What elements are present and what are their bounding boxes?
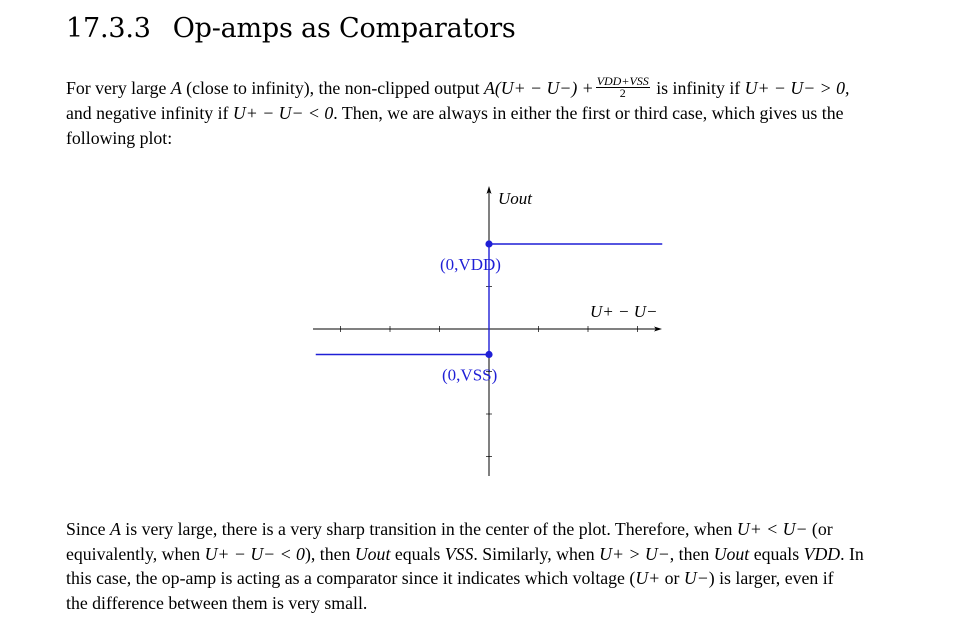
paragraph-line: the difference between them is very small. (66, 592, 368, 613)
text-run: For very large (66, 78, 171, 98)
math-expression: U+ − U− < 0 (232, 103, 334, 124)
text-run: . Then, we are always in either the first or third case, which gives us the (333, 103, 844, 124)
text-run: ) is larger, even if (708, 568, 834, 589)
x-axis-label: U+ − U− (590, 302, 658, 321)
text-run: . Similarly, when (473, 543, 600, 564)
math-var: A (109, 519, 121, 539)
math-var: VSS (444, 543, 474, 564)
data-point (485, 240, 492, 247)
conclusion-paragraph (66, 517, 916, 615)
text-run: equals (749, 543, 804, 564)
paragraph-line (66, 542, 916, 567)
math-expression: U+ − U− < 0 (204, 543, 305, 564)
math-expression: A(U+ − U−) + (483, 78, 594, 98)
data-point (485, 351, 492, 358)
paragraph-line (66, 517, 916, 542)
math-var: Uout (354, 543, 391, 564)
text-run: is very large, there is a very sharp transition in the center of the plot. Therefore, when (120, 519, 737, 539)
text-run: (close to infinity), the non-clipped output (181, 78, 484, 98)
text-run: this case, the op-amp is acting as a comparator since it indicates which voltage ( (66, 568, 636, 589)
section-title: Op-amps as Comparators (172, 13, 516, 44)
math-var: Uout (713, 543, 750, 564)
math-expression: U+ > U− (599, 543, 670, 564)
math-var: U+ (635, 568, 661, 589)
text-run: and negative infinity if (66, 103, 233, 124)
math-expression: U+ − U− > 0, (744, 78, 850, 98)
y-axis-label: Uout (498, 189, 532, 208)
plot-axes (313, 186, 662, 476)
text-run: (or (807, 519, 833, 539)
fraction-numerator: VDD+VSS (596, 74, 649, 89)
text-run: equals (390, 543, 445, 564)
text-run: , then (669, 543, 714, 564)
math-var: A (170, 78, 182, 98)
point-label: (0,VSS) (442, 365, 498, 385)
text-run: Since (66, 519, 110, 539)
math-expression: U+ < U− (736, 519, 808, 539)
paragraph-line: following plot: (66, 128, 173, 149)
text-run: ), then (304, 543, 355, 564)
text-run: . In (840, 543, 864, 564)
math-var: VDD (803, 543, 841, 564)
text-run: is infinity if (651, 78, 745, 98)
point-label: (0,VDD) (440, 255, 501, 274)
math-var: U− (683, 568, 709, 589)
section-number: 17.3.3 (66, 13, 151, 44)
fraction-denominator: 2 (619, 86, 626, 101)
text-run: or (660, 568, 684, 589)
text-run: equivalently, when (66, 543, 205, 564)
paragraph-line (66, 566, 916, 591)
